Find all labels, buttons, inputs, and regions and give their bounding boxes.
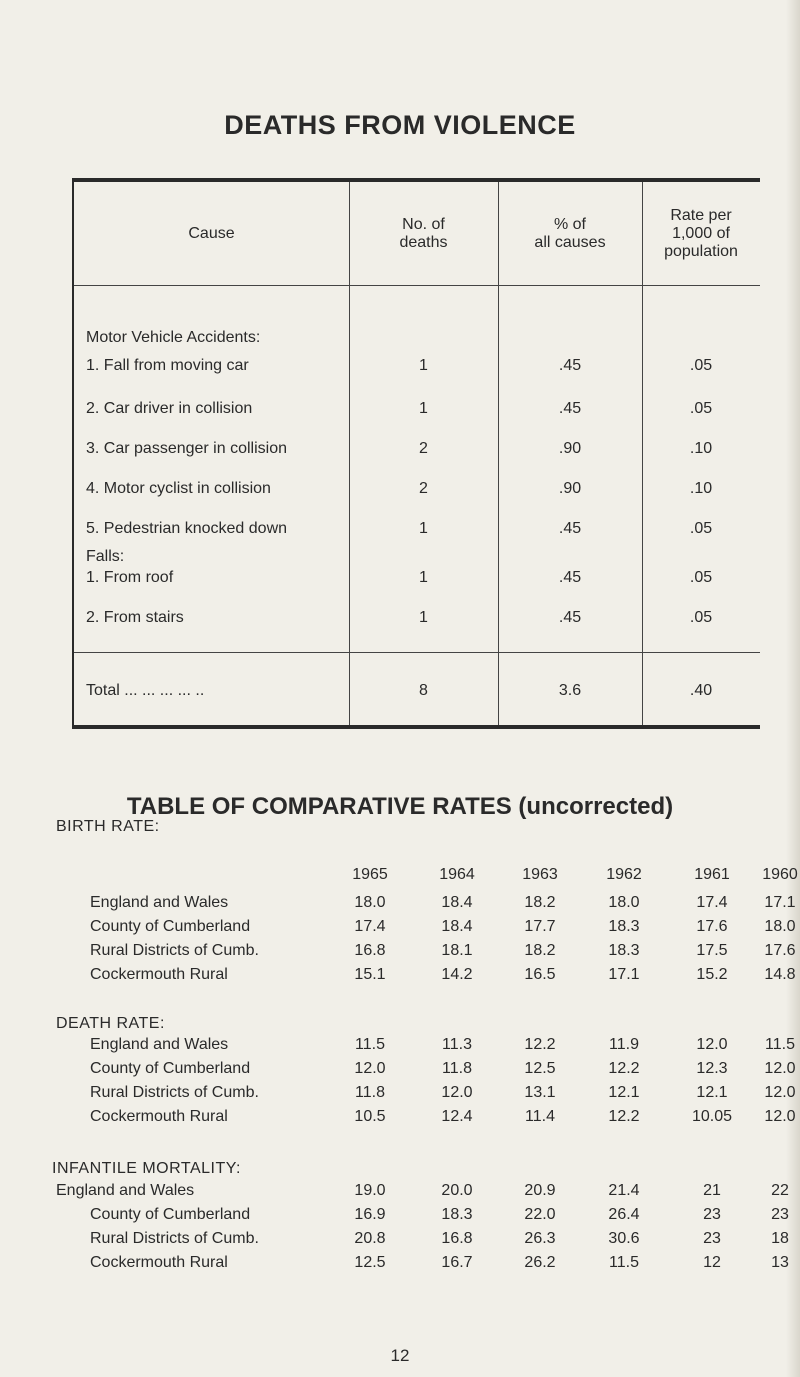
rate-value: 12.2 (524, 1036, 556, 1053)
rate-value: 12.5 (524, 1060, 556, 1077)
deaths-cell: 1 (419, 569, 428, 586)
group-label-falls: Falls: (86, 548, 125, 565)
header-divider (74, 285, 760, 286)
rate-cell: .05 (689, 357, 713, 374)
rate-value: 14.8 (764, 966, 796, 983)
rate-value: 21.4 (608, 1182, 640, 1199)
rate-value: 17.6 (764, 942, 796, 959)
deaths-cell: 2 (419, 480, 428, 497)
rate-value: 20.9 (524, 1182, 556, 1199)
year-header: 1965 (352, 866, 388, 883)
cause-cell: 2. Car driver in collision (86, 400, 253, 417)
rate-value: 18.4 (441, 918, 473, 935)
rate-value: 11.5 (765, 1036, 795, 1053)
region-name: Rural Districts of Cumb. (90, 1230, 259, 1247)
rate-value: 12.0 (696, 1036, 728, 1053)
rate-value: 17.4 (354, 918, 386, 935)
rate-value: 16.5 (524, 966, 556, 983)
rate-value: 18.4 (441, 894, 473, 911)
year-header: 1960 (762, 866, 798, 883)
rate-value: 26.2 (524, 1254, 556, 1271)
rate-value: 12.0 (354, 1060, 386, 1077)
rate-value: 12.0 (764, 1060, 796, 1077)
rate-value: 18.0 (354, 894, 386, 911)
rate-value: 12.3 (696, 1060, 728, 1077)
rate-value: 15.2 (696, 966, 728, 983)
rate-value: 18 (771, 1230, 789, 1247)
comparative-title: TABLE OF COMPARATIVE RATES (uncorrected) (126, 793, 674, 820)
rate-value: 12.2 (608, 1060, 640, 1077)
deaths-cell: 1 (419, 609, 428, 626)
rate-row (0, 894, 800, 916)
rate-value: 17.4 (696, 894, 728, 911)
rate-value: 23 (703, 1230, 721, 1247)
rate-cell: .05 (689, 609, 713, 626)
year-header: 1961 (694, 866, 730, 883)
rate-value: 15.1 (354, 966, 386, 983)
deaths-table (72, 178, 760, 729)
page-number: 12 (390, 1346, 410, 1365)
rate-row (0, 1230, 800, 1252)
rate-value: 16.9 (354, 1206, 386, 1223)
rate-cell: .05 (689, 400, 713, 417)
rate-value: 18.2 (524, 942, 556, 959)
percent-cell: .90 (558, 440, 582, 457)
rate-value: 23 (703, 1206, 721, 1223)
section-label: BIRTH RATE: (56, 818, 160, 835)
rate-row (0, 1084, 800, 1106)
total-rate: .40 (689, 682, 713, 699)
region-name: Rural Districts of Cumb. (90, 942, 259, 959)
header-deaths: No. of deaths (399, 215, 448, 251)
total-divider (74, 652, 760, 653)
rate-value: 10.5 (354, 1108, 386, 1125)
rate-value: 12.4 (441, 1108, 473, 1125)
rate-value: 20.0 (441, 1182, 473, 1199)
year-header-row (0, 866, 800, 888)
rate-value: 12.1 (696, 1084, 728, 1101)
rate-row (0, 966, 800, 988)
cause-cell: 5. Pedestrian knocked down (86, 520, 288, 537)
rate-value: 11.5 (609, 1254, 639, 1271)
rate-row (0, 1254, 800, 1276)
region-name: Cockermouth Rural (90, 966, 228, 983)
percent-cell: .45 (558, 357, 582, 374)
rate-value: 11.9 (609, 1036, 639, 1053)
region-name: England and Wales (90, 894, 229, 911)
rate-row (0, 942, 800, 964)
year-header: 1962 (606, 866, 642, 883)
deaths-cell: 1 (419, 520, 428, 537)
region-name: England and Wales (56, 1182, 195, 1199)
rate-value: 13.1 (524, 1084, 556, 1101)
header-rate: Rate per 1,000 of population (664, 206, 738, 260)
header-percent: % of all causes (534, 215, 606, 251)
rate-row (0, 918, 800, 940)
rate-value: 11.3 (442, 1036, 472, 1053)
rate-value: 21 (703, 1182, 721, 1199)
region-name: Cockermouth Rural (90, 1108, 228, 1125)
rate-value: 18.0 (608, 894, 640, 911)
rate-cell: .05 (689, 569, 713, 586)
rate-row (0, 1036, 800, 1058)
rate-cell: .10 (689, 480, 713, 497)
page-edge-shadow (786, 0, 800, 1377)
section-label: DEATH RATE: (56, 1015, 165, 1032)
rate-value: 18.3 (441, 1206, 473, 1223)
percent-cell: .45 (558, 569, 582, 586)
year-header: 1963 (522, 866, 558, 883)
section-label: INFANTILE MORTALITY: (52, 1160, 241, 1177)
rate-value: 18.0 (764, 918, 796, 935)
percent-cell: .45 (558, 400, 582, 417)
rate-value: 13 (771, 1254, 789, 1271)
rate-value: 22.0 (524, 1206, 556, 1223)
rate-cell: .05 (689, 520, 713, 537)
rate-value: 12.0 (441, 1084, 473, 1101)
rate-value: 22 (771, 1182, 789, 1199)
rate-value: 26.3 (524, 1230, 556, 1247)
rate-value: 17.6 (696, 918, 728, 935)
rate-value: 12.1 (608, 1084, 640, 1101)
rate-value: 20.8 (354, 1230, 386, 1247)
rate-row (0, 1206, 800, 1228)
percent-cell: .45 (558, 520, 582, 537)
cause-cell: 2. From stairs (86, 609, 184, 626)
rate-value: 23 (771, 1206, 789, 1223)
rate-value: 16.7 (441, 1254, 473, 1271)
rate-value: 17.7 (524, 918, 556, 935)
rate-value: 12 (703, 1254, 721, 1271)
rate-value: 10.05 (691, 1108, 733, 1125)
percent-cell: .45 (558, 609, 582, 626)
rate-cell: .10 (689, 440, 713, 457)
page-title: DEATHS FROM VIOLENCE (224, 110, 576, 140)
rate-value: 17.5 (696, 942, 728, 959)
deaths-cell: 1 (419, 400, 428, 417)
cause-cell: 4. Motor cyclist in collision (86, 480, 271, 497)
deaths-cell: 1 (419, 357, 428, 374)
deaths-cell: 2 (419, 440, 428, 457)
rate-value: 19.0 (354, 1182, 386, 1199)
rate-value: 11.5 (355, 1036, 385, 1053)
rate-value: 18.3 (608, 942, 640, 959)
rate-value: 18.2 (524, 894, 556, 911)
region-name: County of Cumberland (90, 918, 251, 935)
rate-value: 18.3 (608, 918, 640, 935)
region-name: Rural Districts of Cumb. (90, 1084, 259, 1101)
year-header: 1964 (439, 866, 475, 883)
header-cause: Cause (188, 224, 235, 242)
cause-cell: 3. Car passenger in collision (86, 440, 287, 457)
rate-value: 12.2 (608, 1108, 640, 1125)
rate-value: 18.1 (441, 942, 473, 959)
rate-value: 11.8 (355, 1084, 385, 1101)
rate-value: 16.8 (441, 1230, 473, 1247)
rate-value: 12.0 (764, 1108, 796, 1125)
rate-row (0, 1182, 800, 1204)
rate-row (0, 1060, 800, 1082)
rate-value: 17.1 (764, 894, 796, 911)
region-name: County of Cumberland (90, 1060, 251, 1077)
cause-cell: 1. Fall from moving car (86, 357, 249, 374)
total-label: Total ... ... ... ... .. (86, 682, 205, 699)
rate-value: 17.1 (608, 966, 640, 983)
rate-value: 26.4 (608, 1206, 640, 1223)
percent-cell: .90 (558, 480, 582, 497)
rate-value: 11.8 (442, 1060, 472, 1077)
region-name: County of Cumberland (90, 1206, 251, 1223)
region-name: Cockermouth Rural (90, 1254, 228, 1271)
region-name: England and Wales (90, 1036, 229, 1053)
cause-cell: 1. From roof (86, 569, 174, 586)
total-deaths: 8 (419, 682, 428, 699)
rate-value: 30.6 (608, 1230, 640, 1247)
rate-value: 12.0 (764, 1084, 796, 1101)
rate-value: 16.8 (354, 942, 386, 959)
rate-row (0, 1108, 800, 1130)
rate-value: 12.5 (354, 1254, 386, 1271)
rate-value: 14.2 (441, 966, 473, 983)
group-label-motor: Motor Vehicle Accidents: (86, 329, 261, 346)
total-percent: 3.6 (558, 682, 582, 699)
rate-value: 11.4 (525, 1108, 555, 1125)
